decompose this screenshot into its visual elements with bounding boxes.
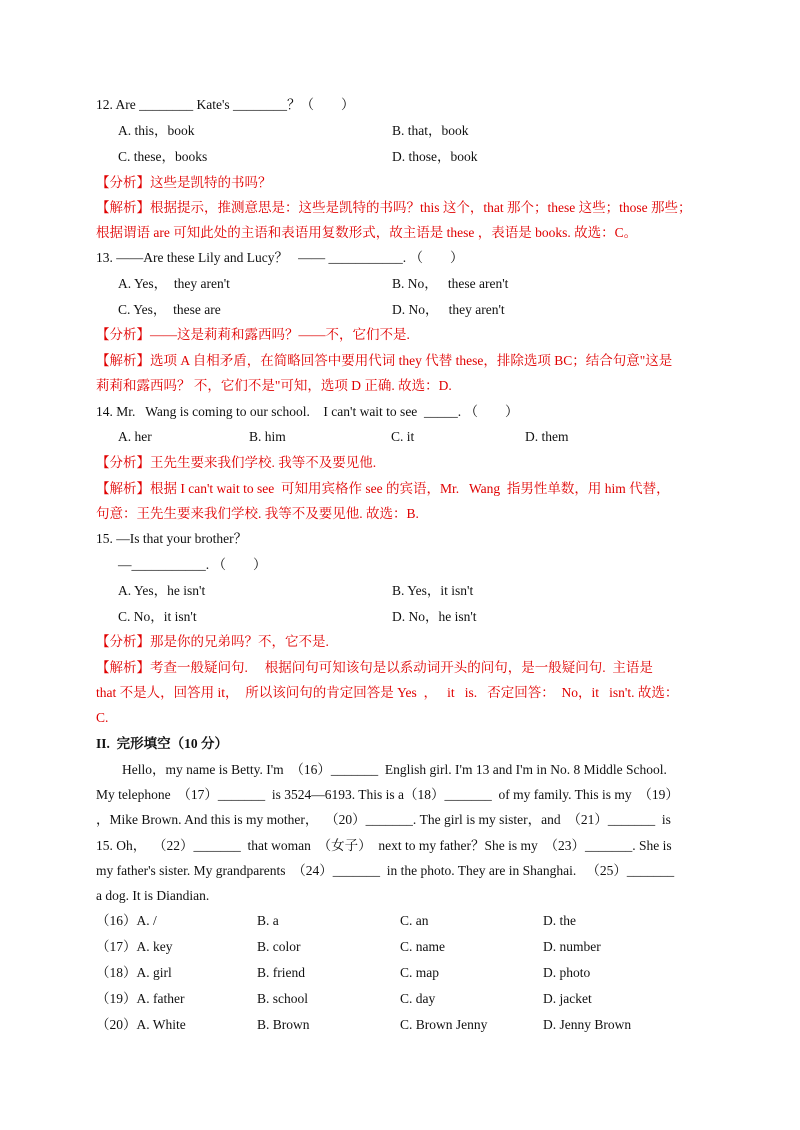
q13-explanation-2: 莉莉和露西吗？ 不，它们不是"可知，选项 D 正确. 故选：D. [96, 378, 452, 393]
cloze-option-20-b: B. Brown [257, 1017, 310, 1032]
cloze-passage-line-4: 15. Oh， （22）_______ that woman （女子） next to my father？She is my （23）_______. She is [96, 838, 672, 853]
cloze-option-18-d: D. photo [543, 965, 591, 980]
q12-analysis: 【分析】这些是凯特的书吗？ [96, 175, 272, 190]
q13-explanation-1: 【解析】选项 A 自相矛盾，在简略回答中要用代词 they 代替 these，排除选项 BC；结合句意"这是 [96, 353, 673, 368]
cloze-option-17-a: （17）A. key [96, 939, 173, 954]
q13-stem: 13. ——Are these Lily and Lucy？ —— ___________. （ ） [96, 250, 464, 265]
q12-explanation-1: 【解析】根据提示，推测意思是：这些是凯特的书吗？this 这个，that 那个；these 这些；those 那些； [96, 200, 692, 215]
q14-analysis: 【分析】王先生要来我们学校. 我等不及要见他. [96, 455, 377, 470]
q12-explanation-2: 根据谓语 are 可知此处的主语和表语用复数形式，故主语是 these ，表语是 books. 故选：C。 [96, 225, 638, 240]
cloze-option-19-d: D. jacket [543, 991, 592, 1006]
q14-stem: 14. Mr. Wang is coming to our school. I can't wait to see _____. （ ） [96, 404, 519, 419]
cloze-option-19-c: C. day [400, 991, 436, 1006]
q13-option-d: D. No， they aren't [392, 302, 505, 317]
q14-explanation-1: 【解析】根据 I can't wait to see 可知用宾格作 see 的宾语，Mr. Wang 指男性单数，用 him 代替， [96, 481, 670, 496]
q15-explanation-2: that 不是人，回答用 it， 所以该问句的肯定回答是 Yes ， it is. 否定回答： No，it isn't. 故选： [96, 685, 679, 700]
q12-option-b: B. that，book [392, 123, 469, 138]
q14-option-b: B. him [249, 429, 286, 444]
cloze-option-19-a: （19）A. father [96, 991, 185, 1006]
q12-option-c: C. these，books [118, 149, 208, 164]
cloze-passage-line-2: My telephone （17）_______ is 3524—6193. This is a（18）_______ of my family. This is my （19） [96, 787, 679, 802]
q13-option-a: A. Yes， they aren't [118, 276, 230, 291]
section-title: II. 完形填空（10 分） [96, 736, 229, 751]
q14-explanation-2: 句意：王先生要来我们学校. 我等不及要见他. 故选：B. [96, 506, 419, 521]
q15-answer-line: —___________. （ ） [118, 557, 267, 572]
q15-explanation-1: 【解析】考查一般疑问句. 根据问句可知该句是以系动词开头的问句，是一般疑问句. 主语是 [96, 660, 653, 675]
q14-option-c: C. it [391, 429, 415, 444]
q15-explanation-3: C. [96, 710, 109, 725]
cloze-option-18-a: （18）A. girl [96, 965, 172, 980]
cloze-passage-line-3: ，Mike Brown. And this is my mother， （20）_______. The girl is my sister，and （21）_______ is [96, 812, 671, 827]
cloze-passage-line-5: my father's sister. My grandparents （24）_______ in the photo. They are in Shanghai. （25）_______ [96, 863, 675, 878]
q12-stem: 12. Are ________ Kate's ________？（ ） [96, 97, 355, 112]
cloze-option-20-d: D. Jenny Brown [543, 1017, 632, 1032]
cloze-option-20-a: （20）A. White [96, 1017, 186, 1032]
cloze-passage-line-6: a dog. It is Diandian. [96, 888, 210, 903]
cloze-option-20-c: C. Brown Jenny [400, 1017, 488, 1032]
q15-stem: 15. —Is that your brother？ [96, 531, 248, 546]
q12-option-a: A. this，book [118, 123, 195, 138]
cloze-option-17-b: B. color [257, 939, 301, 954]
q15-option-d: D. No，he isn't [392, 609, 477, 624]
cloze-option-16-b: B. a [257, 913, 279, 928]
cloze-option-18-c: C. map [400, 965, 439, 980]
q12-option-d: D. those，book [392, 149, 478, 164]
cloze-option-16-d: D. the [543, 913, 576, 928]
q15-analysis: 【分析】那是你的兄弟吗？不，它不是. [96, 634, 329, 649]
q15-option-b: B. Yes，it isn't [392, 583, 474, 598]
q15-option-c: C. No，it isn't [118, 609, 197, 624]
q13-option-c: C. Yes， these are [118, 302, 221, 317]
cloze-option-19-b: B. school [257, 991, 309, 1006]
q13-option-b: B. No， these aren't [392, 276, 509, 291]
cloze-option-16-a: （16）A. / [96, 913, 157, 928]
q14-option-a: A. her [118, 429, 152, 444]
q15-option-a: A. Yes，he isn't [118, 583, 206, 598]
cloze-option-18-b: B. friend [257, 965, 305, 980]
cloze-option-16-c: C. an [400, 913, 429, 928]
cloze-option-17-d: D. number [543, 939, 601, 954]
cloze-passage-line-1: Hello，my name is Betty. I'm （16）_______ English girl. I'm 13 and I'm in No. 8 Middle School. [122, 762, 667, 777]
q13-analysis: 【分析】——这是莉莉和露西吗？——不，它们不是. [96, 327, 410, 342]
q14-option-d: D. them [525, 429, 569, 444]
cloze-option-17-c: C. name [400, 939, 445, 954]
